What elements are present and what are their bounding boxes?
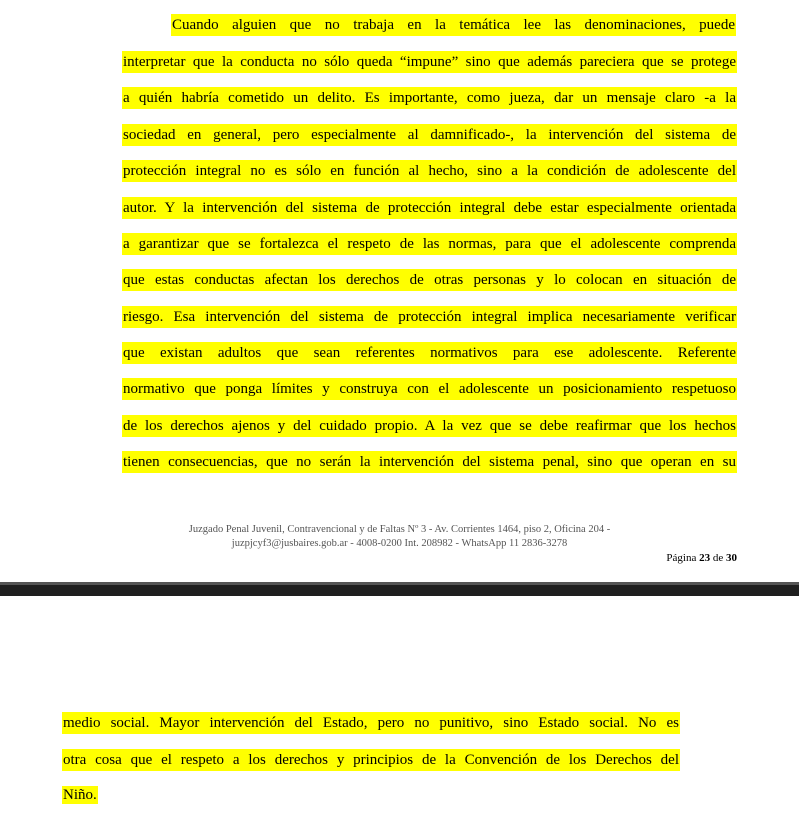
- page-number: Página 23 de 30: [666, 552, 737, 564]
- paragraph-line-11: normativo que ponga límites y construya con el adolescente un posicionamiento respetuoso: [122, 378, 739, 398]
- paragraph-line-15: otra cosa que el respeto a los derechos y principios de la Convención de los Derechos del: [62, 749, 682, 769]
- footer-address: Juzgado Penal Juvenil, Contravencional y de Faltas Nº 3 - Av. Corrientes 1464, piso 2, Oficina 204 -: [188, 524, 611, 535]
- paragraph-line-8: que estas conductas afectan los derechos de otras personas y lo colocan en situación de: [122, 269, 739, 289]
- paragraph-line-6: autor. Y la intervención del sistema de protección integral debe estar especialmente orientada: [122, 197, 739, 217]
- footer-contact: juzpjcyf3@jusbaires.gob.ar - 4008-0200 Int. 208982 - WhatsApp 11 2836-3278: [231, 538, 568, 549]
- separator-shade: [0, 582, 799, 585]
- paragraph-line-4: sociedad en general, pero especialmente al damnificado-, la intervención del sistema de: [122, 124, 739, 144]
- paragraph-line-12: de los derechos ajenos y del cuidado propio. A la vez que se debe reafirmar que los hechos: [122, 415, 739, 435]
- paragraph-line-13: tienen consecuencias, que no serán la intervención del sistema penal, sino que operan en su: [122, 451, 739, 471]
- paragraph-line-10: que existan adultos que sean referentes normativos para ese adolescente. Referente: [122, 342, 739, 362]
- document-page-bottom: [0, 596, 799, 813]
- paragraph-line-3: a quién habría cometido un delito. Es importante, como jueza, dar un mensaje claro -a la: [122, 87, 739, 107]
- paragraph-line-1: Cuando alguien que no trabaja en la temática lee las denominaciones, puede: [171, 14, 738, 34]
- paragraph-line-16: Niño.: [63, 787, 97, 803]
- paragraph-line-14: medio social. Mayor intervención del Estado, pero no punitivo, sino Estado social. No es: [62, 712, 682, 732]
- page-separator: [0, 582, 799, 596]
- paragraph-line-7: a garantizar que se fortalezca el respeto de las normas, para que el adolescente comprenda: [122, 233, 739, 253]
- paragraph-line-5: protección integral no es sólo en función al hecho, sino a la condición de adolescente del: [122, 160, 739, 180]
- paragraph-line-2: interpretar que la conducta no sólo queda “impune” sino que además pareciera que se protege: [122, 51, 739, 71]
- paragraph-line-9: riesgo. Esa intervención del sistema de protección integral implica necesariamente verificar: [122, 306, 739, 326]
